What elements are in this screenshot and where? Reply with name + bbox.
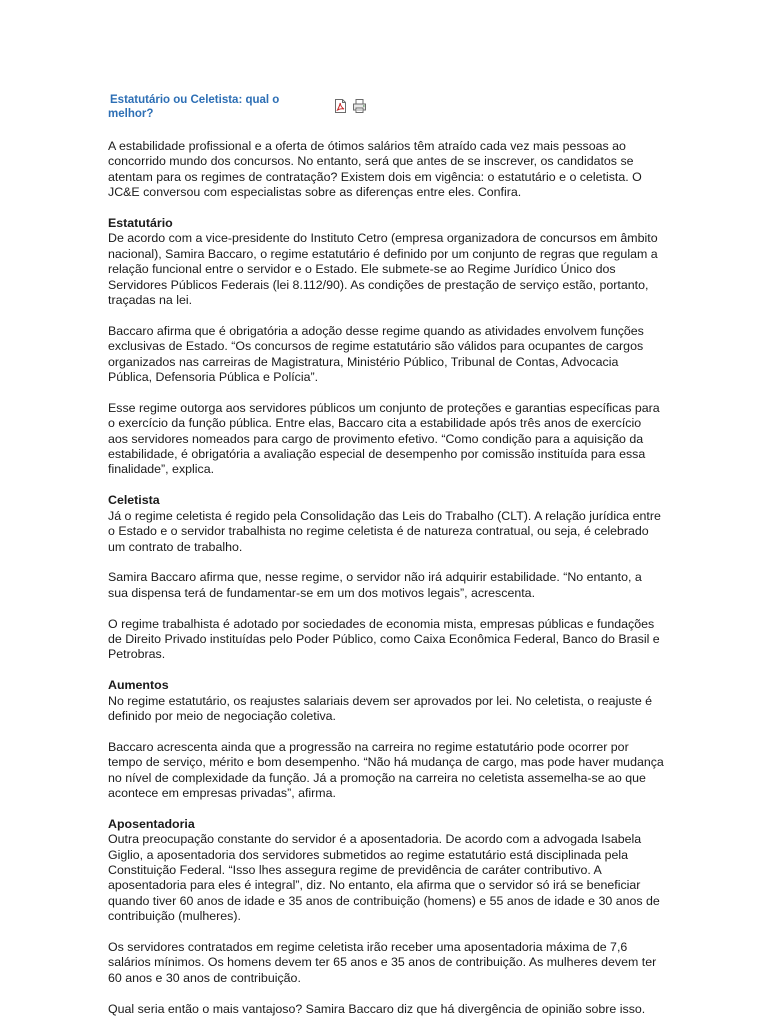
article-tools [334,99,366,113]
paragraph: Samira Baccaro afirma que, nesse regime, o servidor não irá adquirir estabilidade. “No entanto, a sua dispensa terá de fundamentar-se em um dos motivos legais”, acrescenta. [108,570,642,600]
paragraph: Os servidores contratados em regime celetista irão receber uma aposentadoria máxima de 7,6 salários mínimos. Os homens devem ter 65 anos e 35 anos de contribuição. As mulheres devem ter 60 anos e 30 anos de contribuição. [108,939,657,985]
paragraph: O regime trabalhista é adotado por sociedades de economia mista, empresas públicas e fundações de Direito Privado instituídas pelo Poder Público, como Caixa Econômica Federal, Banco do Brasil e Petrobras. [108,616,660,662]
paragraph: Esse regime outorga aos servidores públicos um conjunto de proteções e garantias específicas para o exercício da função pública. Entre elas, Baccaro cita a estabilidade após três anos de exercício aos servidores nomeados para cargo de provimento efetivo. “Como condição para a aquisição da estabilidade, é obrigatória a avaliação especial de desempenho por comissão instituída para essa finalidade”, explica. [108,400,660,477]
article-title-text: Estatutário ou Celetista: qual o melhor? [108,94,280,120]
pdf-icon[interactable] [334,99,347,113]
paragraph: De acordo com a vice-presidente do Instituto Cetro (empresa organizadora de concursos em âmbito nacional), Samira Baccaro, o regime estatutário é definido por um conjunto de regras que regulam a relação funcional entre o servidor e o Estado. Ele submete-se ao Regime Jurídico Único dos Servidores Públicos Federais (lei 8.112/90). As condições de prestação de serviço estão, portanto, traçadas na lei. [108,231,658,308]
paragraph: No regime estatutário, os reajustes salariais devem ser aprovados por lei. No celetista, o reajuste é definido por meio de negociação coletiva. [108,693,653,723]
article-title[interactable] [108,93,298,121]
paragraph: Baccaro acrescenta ainda que a progressão na carreira no regime estatutário pode ocorrer por tempo de serviço, mérito e bom desempenho. “Não há mudança de cargo, mas pode haver mudança no nível de complexidade da função. Já a promoção na carreira no celetista assemelha-se ao que acontece em empresas privadas”, afirma. [108,739,664,800]
section-heading-aposentadoria: Aposentadoria [108,816,195,831]
paragraph: Já o regime celetista é regido pela Consolidação das Leis do Trabalho (CLT). A relação jurídica entre o Estado e o servidor trabalhista no regime celetista é de natureza contratual, ou seja, é celebrado um contrato de trabalho. [108,508,661,554]
section-heading-aumentos: Aumentos [108,678,169,693]
article-body [108,139,664,1032]
intro-paragraph: A estabilidade profissional e a oferta de ótimos salários têm atraído cada vez mais pessoas ao concorrido mundo dos concursos. No entanto, será que antes de se inscrever, os candidatos se atentam para os regimes de contratação? Existem dois em vigência: o estatutário e o celetista. O JC&E conversou com especialistas sobre as diferenças entre eles. Confira. [108,139,642,200]
section-heading-estatutario: Estatutário [108,216,173,231]
paragraph: Outra preocupação constante do servidor é a aposentadoria. De acordo com a advogada Isabela Giglio, a aposentadoria dos servidores submetidos ao regime estatutário está disciplinada pela Constituição Federal. “Isso lhes assegura regime de previdência de caráter contributivo. A aposentadoria para eles é integral”, diz. No entanto, ela afirma que o servidor só irá se beneficiar quando tiver 60 anos de idade e 35 anos de contribuição (homens) e 55 anos de idade e 30 anos de contribuição (mulheres). [108,832,660,924]
section-heading-celetista: Celetista [108,493,160,508]
paragraph: Baccaro afirma que é obrigatória a adoção desse regime quando as atividades envolvem funções exclusivas de Estado. “Os concursos de regime estatutário são válidos para ocupantes de cargos organizados nas carreiras de Magistratura, Ministério Público, Tribunal de Contas, Advocacia Pública, Defensoria Pública e Polícia”. [108,323,644,385]
print-icon[interactable] [353,99,366,113]
paragraph: Qual seria então o mais vantajoso? Samira Baccaro diz que há divergência de opinião sobre isso. [108,1001,646,1016]
